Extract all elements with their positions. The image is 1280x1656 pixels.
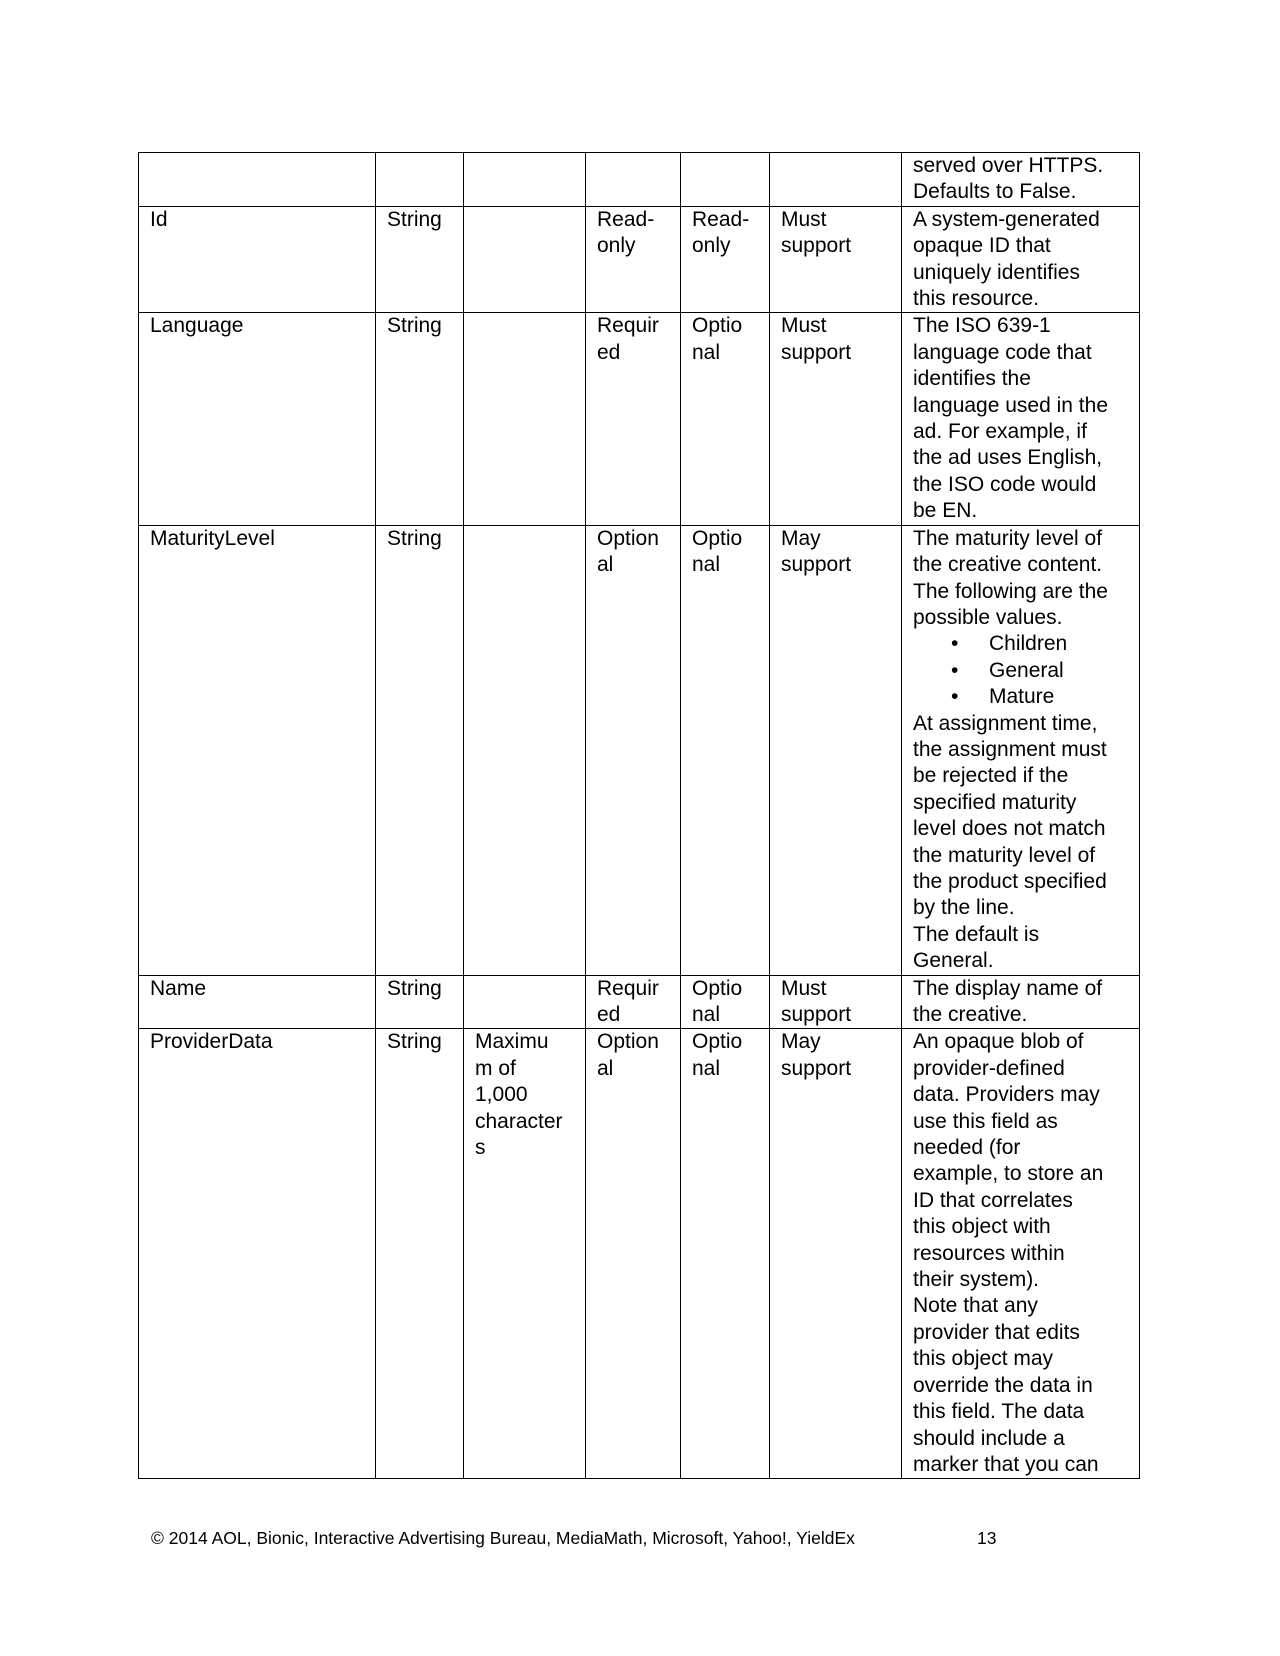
- property-table: [138, 152, 1140, 1479]
- property-name-cell-text: Id: [150, 207, 168, 231]
- property-type-cell: [376, 206, 464, 313]
- description-text: The maturity level of the creative content. The following are the possible values.: [913, 526, 1108, 629]
- property-create-cell: [586, 313, 681, 525]
- property-create-cell-text: Read- only: [597, 207, 655, 258]
- property-type-cell: [376, 525, 464, 975]
- property-type-cell: [376, 1029, 464, 1479]
- footer-copyright: © 2014 AOL, Bionic, Interactive Advertising Bureau, MediaMath, Microsoft, Yahoo!, YieldEx: [151, 1528, 855, 1548]
- table-row: [139, 153, 1140, 207]
- table-row: [139, 206, 1140, 313]
- value-list-item-text: Mature: [989, 685, 1055, 709]
- property-create-cell: [586, 153, 681, 207]
- property-description-cell: [902, 525, 1140, 975]
- bullet-icon: •: [951, 658, 959, 682]
- table-body: [139, 153, 1140, 1479]
- property-constraints-cell: [464, 525, 586, 975]
- property-name-cell-text: MaturityLevel: [150, 526, 275, 550]
- property-update-cell-text: Optio nal: [692, 526, 743, 577]
- description-text: A system-generated opaque ID that uniquely identifies this resource.: [913, 207, 1100, 311]
- value-list-item: [913, 631, 1129, 657]
- property-type-cell-text: String: [387, 1030, 442, 1054]
- property-update-cell: [681, 525, 770, 975]
- property-constraints-cell: [464, 1029, 586, 1479]
- property-update-cell: [681, 1029, 770, 1479]
- value-list-item: [913, 684, 1129, 710]
- property-create-cell: [586, 525, 681, 975]
- property-update-cell: [681, 313, 770, 525]
- table-row: [139, 975, 1140, 1029]
- property-support-cell: [770, 153, 902, 207]
- property-description-cell: [902, 313, 1140, 525]
- property-name-cell-text: Name: [150, 976, 207, 1000]
- description-text: served over HTTPS. Defaults to False.: [913, 154, 1104, 204]
- description-text: The ISO 639-1 language code that identifies the language used in the ad. For example, if the ad uses English, the ISO code would be EN.: [913, 314, 1108, 523]
- property-constraints-cell: [464, 975, 586, 1029]
- property-support-cell: [770, 975, 902, 1029]
- property-name-cell-text: Language: [150, 314, 244, 338]
- property-description-cell: [902, 206, 1140, 313]
- property-update-cell: [681, 206, 770, 313]
- property-create-cell-text: Option al: [597, 1030, 659, 1080]
- table-row: [139, 1029, 1140, 1479]
- property-update-cell-text: Read- only: [692, 207, 750, 258]
- table-row: [139, 313, 1140, 525]
- property-type-cell: [376, 313, 464, 525]
- description-text: An opaque blob of provider-defined data. Providers may use this field as needed (for example, to store an ID that correlates this object with resources within their system). Note that any provider that edits this object may override the data in this field. The data should include a marker that you can: [913, 1030, 1104, 1476]
- property-support-cell-text: May support: [781, 526, 852, 577]
- property-create-cell-text: Requir ed: [597, 314, 659, 364]
- property-type-cell-text: String: [387, 314, 442, 338]
- description-text-continued: At assignment time, the assignment must be rejected if the specified maturity level does not match the maturity level of the product specified by the line. The default is General.: [913, 711, 1107, 973]
- property-support-cell-text: Must support: [781, 976, 852, 1026]
- bullet-icon: •: [951, 685, 959, 709]
- property-description-cell: [902, 153, 1140, 207]
- property-update-cell-text: Optio nal: [692, 976, 743, 1026]
- property-constraints-cell: [464, 206, 586, 313]
- property-create-cell-text: Requir ed: [597, 976, 659, 1026]
- bullet-icon: •: [951, 632, 959, 656]
- property-support-cell-text: May support: [781, 1030, 852, 1080]
- property-constraints-cell-text: Maximu m of 1,000 character s: [475, 1030, 563, 1160]
- property-type-cell-text: String: [387, 526, 442, 550]
- property-type-cell-text: String: [387, 207, 442, 231]
- property-support-cell-text: Must support: [781, 207, 852, 258]
- value-list-item-text: General: [989, 658, 1064, 682]
- table-row: [139, 525, 1140, 975]
- property-support-cell: [770, 206, 902, 313]
- property-description-cell: [902, 975, 1140, 1029]
- property-name-cell: [139, 525, 376, 975]
- property-update-cell: [681, 975, 770, 1029]
- property-support-cell: [770, 313, 902, 525]
- property-create-cell: [586, 206, 681, 313]
- value-list-item-text: Children: [989, 632, 1068, 656]
- property-update-cell: [681, 153, 770, 207]
- property-name-cell: [139, 206, 376, 313]
- property-name-cell: [139, 313, 376, 525]
- value-list: [913, 631, 1129, 710]
- value-list-item: [913, 658, 1129, 684]
- property-type-cell-text: String: [387, 976, 442, 1000]
- page-number: 13: [977, 1528, 997, 1548]
- property-support-cell: [770, 525, 902, 975]
- property-constraints-cell: [464, 153, 586, 207]
- description-text: The display name of the creative.: [913, 976, 1103, 1026]
- property-update-cell-text: Optio nal: [692, 1030, 743, 1080]
- property-support-cell: [770, 1029, 902, 1479]
- property-update-cell-text: Optio nal: [692, 314, 743, 364]
- property-support-cell-text: Must support: [781, 314, 852, 364]
- property-description-cell: [902, 1029, 1140, 1479]
- property-name-cell: [139, 1029, 376, 1479]
- property-constraints-cell: [464, 313, 586, 525]
- property-name-cell-text: ProviderData: [150, 1030, 273, 1054]
- property-type-cell: [376, 153, 464, 207]
- property-name-cell: [139, 153, 376, 207]
- property-name-cell: [139, 975, 376, 1029]
- property-create-cell-text: Option al: [597, 526, 659, 577]
- property-type-cell: [376, 975, 464, 1029]
- property-create-cell: [586, 1029, 681, 1479]
- property-create-cell: [586, 975, 681, 1029]
